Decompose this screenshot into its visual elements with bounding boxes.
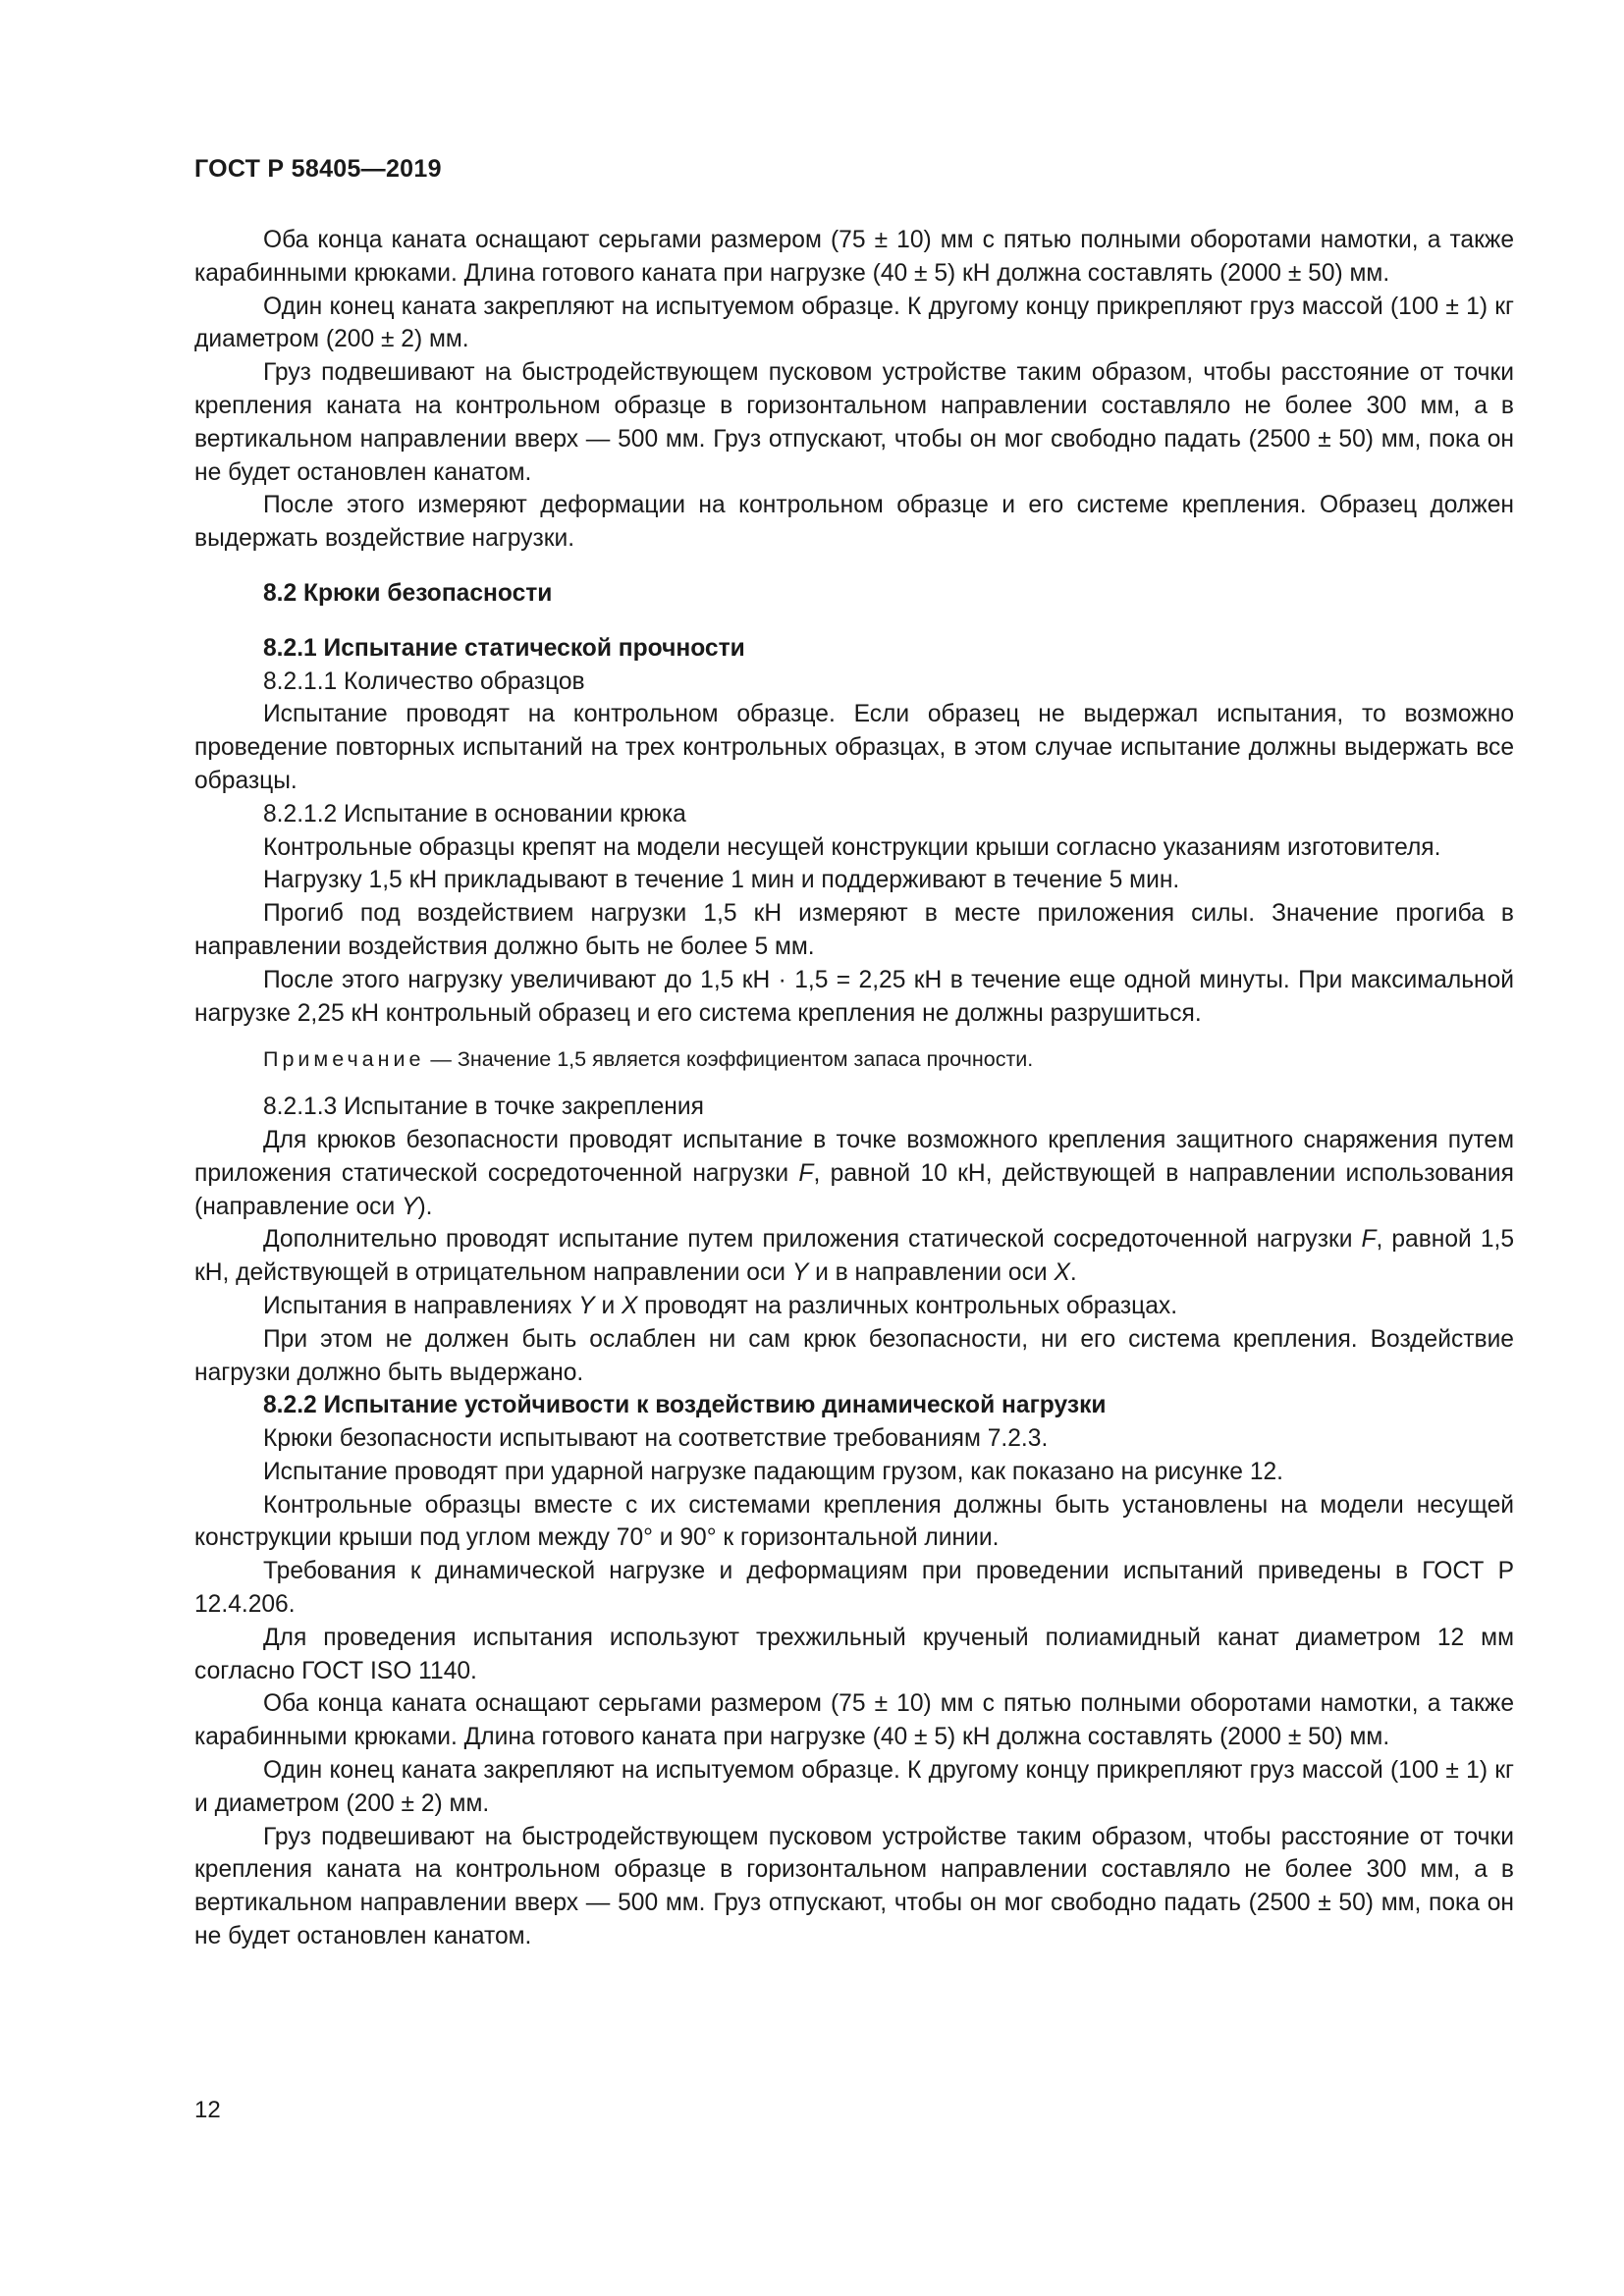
document-body: [194, 224, 1514, 1953]
paragraph: Один конец каната закрепляют на испытуемом образце. К другому концу прикрепляют груз массой (100 ± 1) кг диаметром (200 ± 2) мм.: [194, 293, 1514, 353]
paragraph: Требования к динамической нагрузке и деформациям при проведении испытаний приведены в ГОСТ Р 12.4.206.: [194, 1558, 1514, 1619]
subsection-heading-8-2-1-3: 8.2.1.3 Испытание в точке закрепления: [263, 1094, 704, 1121]
paragraph: Крюки безопасности испытывают на соответствие требованиям 7.2.3.: [263, 1425, 1049, 1453]
paragraph: После этого измеряют деформации на контрольном образце и его системе крепления. Образец должен выдержать воздействие нагрузки.: [194, 492, 1514, 553]
paragraph: После этого нагрузку увеличивают до 1,5 кН · 1,5 = 2,25 кН в течение еще одной минуты. При максимальной нагрузке 2,25 кН контрольный образец и его система крепления не должны разрушиться.: [194, 966, 1514, 1027]
paragraph: Для проведения испытания используют трехжильный крученый полиамидный канат диаметром 12 мм согласно ГОСТ ISO 1140.: [194, 1624, 1514, 1684]
paragraph: Груз подвешивают на быстродействующем пусковом устройстве таким образом, чтобы расстояние от точки крепления каната на контрольном образце в горизонтальном направлении составляло не более 300 мм, а в вертикальном направлении вверх — 500 мм. Груз отпускают, чтобы он мог свободно падать (2500 ± 50) мм, пока он не будет остановлен канатом.: [194, 1823, 1514, 1950]
paragraph: При этом не должен быть ослаблен ни сам крюк безопасности, ни его система крепления. Воздействие нагрузки должно быть выдержано.: [194, 1325, 1514, 1386]
note-text: — Значение 1,5 является коэффициентом запаса прочности.: [424, 1047, 1034, 1072]
subsection-heading-8-2-1-1: 8.2.1.1 Количество образцов: [263, 667, 585, 695]
section-heading-8-2-1: 8.2.1 Испытание статической прочности: [263, 634, 745, 662]
note-label: Примечание: [263, 1047, 425, 1072]
document-header: ГОСТ Р 58405—2019: [194, 155, 442, 183]
paragraph: Прогиб под воздействием нагрузки 1,5 кН измеряют в месте приложения силы. Значение прогиба в направлении воздействия должно быть не более 5 мм.: [194, 900, 1514, 960]
paragraph: Для крюков безопасности проводят испытание в точке возможного крепления защитного снаряжения путем приложения статической сосредоточенной нагрузки F, равной 10 кН, действующей в направлении использования (направление оси Y).: [194, 1126, 1514, 1220]
paragraph: Испытание проводят на контрольном образце. Если образец не выдержал испытания, то возможно проведение повторных испытаний на трех контрольных образцах, в этом случае испытание должны выдержать все образцы.: [194, 701, 1514, 794]
note: [194, 1043, 1514, 1077]
paragraph: Оба конца каната оснащают серьгами размером (75 ± 10) мм с пятью полными оборотами намотки, а также карабинными крюками. Длина готового каната при нагрузке (40 ± 5) кН должна составлять (2000 ± 50) мм.: [194, 1690, 1514, 1751]
page-number: 12: [194, 2097, 221, 2123]
paragraph: Нагрузку 1,5 кН прикладывают в течение 1 мин и поддерживают в течение 5 мин.: [263, 867, 1180, 894]
paragraph: Один конец каната закрепляют на испытуемом образце. К другому концу прикрепляют груз массой (100 ± 1) кг и диаметром (200 ± 2) мм.: [194, 1757, 1514, 1817]
paragraph: Контрольные образцы крепят на модели несущей конструкции крыши согласно указаниям изготовителя.: [263, 833, 1441, 861]
section-heading-8-2-2: 8.2.2 Испытание устойчивости к воздействию динамической нагрузки: [263, 1392, 1107, 1419]
paragraph: Испытание проводят при ударной нагрузке падающим грузом, как показано на рисунке 12.: [263, 1458, 1284, 1485]
paragraph: Испытания в направлениях Y и X проводят на различных контрольных образцах.: [263, 1292, 1178, 1319]
paragraph: Контрольные образцы вместе с их системами крепления должны быть установлены на модели несущей конструкции крыши под углом между 70° и 90° к горизонтальной линии.: [194, 1491, 1514, 1552]
paragraph: Оба конца каната оснащают серьгами размером (75 ± 10) мм с пятью полными оборотами намотки, а также карабинными крюками. Длина готового каната при нагрузке (40 ± 5) кН должна составлять (2000 ± 50) мм.: [194, 227, 1514, 287]
subsection-heading-8-2-1-2: 8.2.1.2 Испытание в основании крюка: [263, 800, 686, 828]
paragraph: Дополнительно проводят испытание путем приложения статической сосредоточенной нагрузки F, равной 1,5 кН, действующей в отрицательном направлении оси Y и в направлении оси X.: [194, 1226, 1515, 1287]
section-heading-8-2: 8.2 Крюки безопасности: [263, 579, 553, 607]
paragraph: Груз подвешивают на быстродействующем пусковом устройстве таким образом, чтобы расстояние от точки крепления каната на контрольном образце в горизонтальном направлении составляло не более 300 мм, а в вертикальном направлении вверх — 500 мм. Груз отпускают, чтобы он мог свободно падать (2500 ± 50) мм, пока он не будет остановлен канатом.: [194, 359, 1514, 486]
